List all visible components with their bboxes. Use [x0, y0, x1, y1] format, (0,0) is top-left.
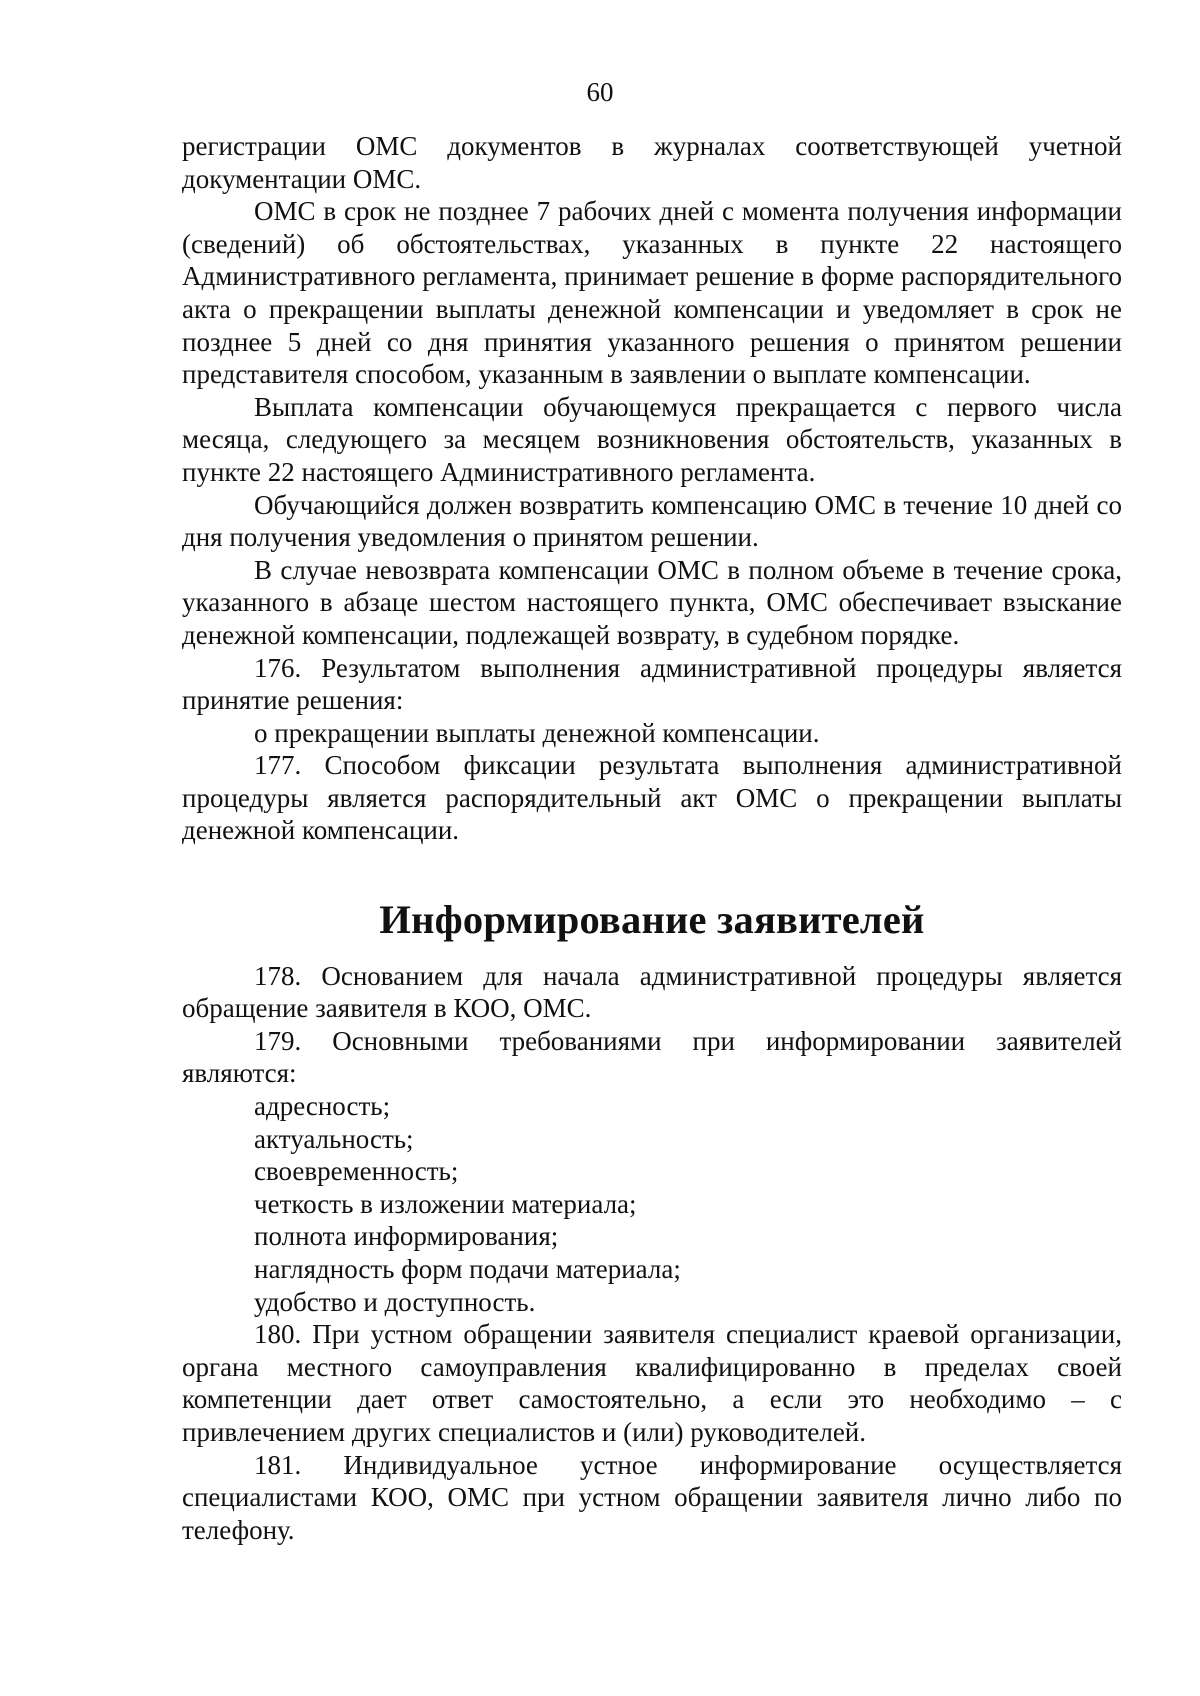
paragraph: ОМС в срок не позднее 7 рабочих дней с момента получения информации (сведений) об обстоятельствах, указанных в пункте 22 настоящего Административного регламента, принимает решение в форме распорядительного акта о прекращении выплаты денежной компенсации и уведомляет в срок не позднее 5 дней со дня принятия указанного решения о принятом решении представителя способом, указанным в заявлении о выплате компенсации.	[182, 196, 1122, 390]
page-number: 60	[586, 77, 614, 107]
paragraph: 177. Способом фиксации результата выполнения административной процедуры является распорядительный акт ОМС о прекращении выплаты денежной компенсации.	[182, 750, 1122, 846]
paragraph: 180. При устном обращении заявителя специалист краевой организации, органа местного самоуправления квалифицированно в пределах своей компетенции дает ответ самостоятельно, а если это необходимо – с привлечением других специалистов и (или) руководителей.	[182, 1319, 1122, 1447]
paragraph: 178. Основанием для начала административной процедуры является обращение заявителя в КОО, ОМС.	[182, 960, 1122, 1024]
list-item: своевременность;	[254, 1156, 459, 1187]
list-item: наглядность форм подачи материала;	[254, 1254, 681, 1284]
paragraph: Выплата компенсации обучающемуся прекращается с первого числа месяца, следующего за месяцем возникновения обстоятельств, указанных в пункте 22 настоящего Административного регламента.	[182, 391, 1122, 487]
paragraphs-top	[182, 130, 1122, 847]
paragraph: В случае невозврата компенсации ОМС в полном объеме в течение срока, указанного в абзаце шестом настоящего пункта, ОМС обеспечивает взыскание денежной компенсации, подлежащей возврату, в судебном порядке.	[182, 554, 1122, 650]
paragraph: 179. Основными требованиями при информировании заявителей являются:	[182, 1025, 1122, 1089]
list-item: актуальность;	[254, 1123, 414, 1154]
list-item: четкость в изложении материала;	[254, 1188, 637, 1219]
document-body	[182, 130, 1122, 1546]
paragraphs-mid	[182, 960, 1122, 1090]
section-heading: Информирование заявителей	[379, 897, 925, 943]
list-item: удобство и доступность.	[254, 1286, 536, 1317]
paragraphs-bottom	[182, 1318, 1122, 1546]
requirements-list	[182, 1090, 1122, 1318]
list-item: адресность;	[254, 1091, 391, 1122]
paragraph: о прекращении выплаты денежной компенсации.	[254, 717, 820, 748]
paragraph: 181. Индивидуальное устное информирование осуществляется специалистами КОО, ОМС при устном обращении заявителя лично либо по телефону.	[182, 1449, 1122, 1545]
paragraph: Обучающийся должен возвратить компенсацию ОМС в течение 10 дней со дня получения уведомления о принятом решении.	[182, 489, 1122, 553]
paragraph: 176. Результатом выполнения административной процедуры является принятие решения:	[182, 652, 1122, 716]
list-item: полнота информирования;	[254, 1221, 559, 1252]
paragraph: регистрации ОМС документов в журналах соответствующей учетной документации ОМС.	[182, 131, 1122, 194]
